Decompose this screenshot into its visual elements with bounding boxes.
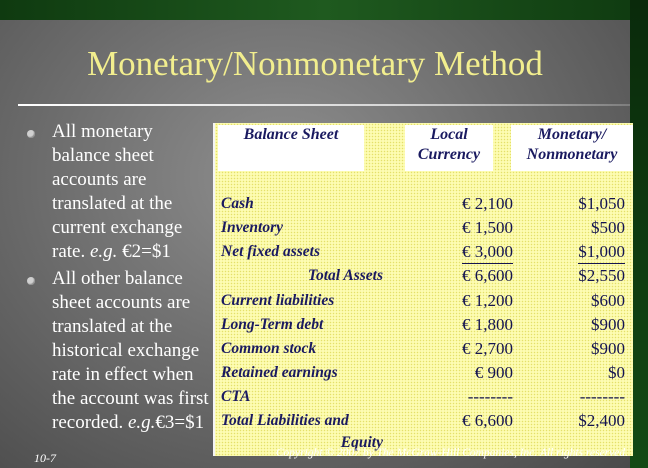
bullet-dot-icon xyxy=(27,277,35,285)
header-monetary-nonmonetary xyxy=(511,125,633,171)
header-local-line1: Local xyxy=(430,126,468,143)
bullet-example-rate: €3=$1 xyxy=(155,412,205,434)
row-label: Retained earnings xyxy=(221,364,338,381)
local-value: € 1,500 xyxy=(462,218,513,237)
title-divider xyxy=(18,104,630,106)
header-mn-line1: Monetary/ xyxy=(537,126,607,143)
row-label: Total Assets xyxy=(307,267,383,284)
slide-number: 10-7 xyxy=(34,451,56,465)
table-row xyxy=(215,290,633,312)
header-local-line2: Currency xyxy=(417,146,481,163)
local-value: € 2,100 xyxy=(462,194,513,213)
table-row xyxy=(215,217,633,239)
monetary-value: $2,400 xyxy=(578,411,625,430)
header-balance-sheet xyxy=(218,125,364,171)
header-mn-line2: Nonmonetary xyxy=(526,146,618,163)
bullet-example-label: e.g. xyxy=(89,241,118,263)
local-value: € 6,600 xyxy=(462,266,513,285)
row-label-line2: Equity xyxy=(340,434,383,451)
header-local-currency xyxy=(405,125,493,171)
bullet-item xyxy=(22,267,222,436)
monetary-value: -------- xyxy=(579,387,625,406)
local-value: € 3,000 xyxy=(462,241,513,264)
row-label-line1: Total Liabilities and xyxy=(221,412,349,429)
table-row xyxy=(215,193,633,215)
monetary-value: $1,000 xyxy=(578,241,625,264)
slide xyxy=(0,20,630,468)
copyright-notice: Copyright © 2007 by The McGraw-Hill Companies, Inc. All rights reserved. xyxy=(275,447,628,459)
monetary-value: $0 xyxy=(608,363,625,382)
monetary-value: $600 xyxy=(591,291,625,310)
monetary-value: $500 xyxy=(591,218,625,237)
table-row xyxy=(215,241,633,263)
monetary-value: $900 xyxy=(591,339,625,358)
monetary-value: $1,050 xyxy=(578,194,625,213)
row-label: Net fixed assets xyxy=(221,243,321,260)
bullet-dot-icon xyxy=(27,130,35,138)
bullet-example-rate: €2=$1 xyxy=(117,241,171,263)
bullet-body: All other balance sheet accounts are translated at the historical exchange rate in effect when the account was first recorded. xyxy=(52,267,209,434)
table-row xyxy=(215,362,633,384)
monetary-value: $900 xyxy=(591,315,625,334)
row-label: Inventory xyxy=(221,219,283,236)
slide-title: Monetary/Nonmonetary Method xyxy=(87,44,543,83)
row-label: Cash xyxy=(221,195,254,212)
window-frame-top xyxy=(0,0,648,20)
header-title: Balance Sheet xyxy=(243,126,339,143)
bullet-text xyxy=(52,267,222,436)
local-value: € 900 xyxy=(474,363,513,382)
bullet-text xyxy=(52,120,222,265)
row-label: Long-Term debt xyxy=(221,316,324,333)
table-row xyxy=(215,338,633,360)
row-label: CTA xyxy=(221,388,251,405)
local-value: -------- xyxy=(467,387,513,406)
local-value: € 1,200 xyxy=(462,291,513,310)
local-value: € 6,600 xyxy=(462,411,513,430)
bullet-example-label: e.g. xyxy=(127,412,156,434)
bullet-item xyxy=(22,120,222,265)
balance-sheet-table xyxy=(213,123,633,456)
table-row xyxy=(215,386,633,408)
table-row-total xyxy=(215,265,633,287)
monetary-value: $2,550 xyxy=(578,266,625,285)
row-label: Common stock xyxy=(221,340,317,357)
local-value: € 2,700 xyxy=(462,339,513,358)
bullet-body: All monetary balance sheet accounts are translated at the current exchange rate. xyxy=(52,121,183,263)
bullet-list xyxy=(22,120,222,435)
row-label: Current liabilities xyxy=(221,292,335,309)
table-row xyxy=(215,314,633,336)
local-value: € 1,800 xyxy=(462,315,513,334)
